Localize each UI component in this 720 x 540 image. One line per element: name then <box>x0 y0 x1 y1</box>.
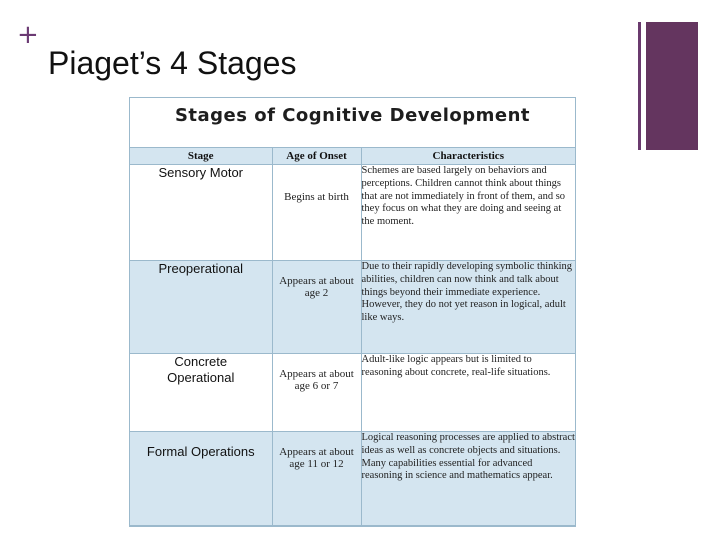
table-row <box>130 165 575 261</box>
stages-figure <box>129 97 576 527</box>
accent-bar-thick <box>646 22 698 150</box>
onset-cell: Appears at about age 2 <box>272 261 361 354</box>
accent-bar-thin <box>638 22 641 150</box>
stages-table <box>130 148 575 526</box>
characteristics-cell: Due to their rapidly developing symbolic thinking abilities, children can now think and talk about things beyond their immediate experience. However, they do not yet reason in logical, adult like ways. <box>361 261 575 354</box>
stage-name: Preoperational <box>158 261 244 276</box>
column-header-characteristics: Characteristics <box>361 148 575 165</box>
onset-cell: Appears at about age 11 or 12 <box>272 432 361 526</box>
characteristics-cell: Adult-like logic appears but is limited to reasoning about concrete, real-life situations. <box>361 354 575 432</box>
column-header-onset: Age of Onset <box>272 148 361 165</box>
plus-glyph: + <box>17 20 39 50</box>
stage-cell <box>130 261 272 354</box>
slide-title: Piaget’s 4 Stages <box>48 45 297 81</box>
table-row <box>130 354 575 432</box>
characteristics-cell: Logical reasoning processes are applied to abstract ideas as well as concrete objects and situations. Many capabilities essential for advanced reasoning in science and mathematics appear. <box>361 432 575 526</box>
onset-cell: Appears at about age 6 or 7 <box>272 354 361 432</box>
stage-cell <box>130 165 272 261</box>
table-row <box>130 261 575 354</box>
stage-cell <box>130 354 272 432</box>
stage-cell <box>130 432 272 526</box>
onset-cell: Begins at birth <box>272 165 361 261</box>
stage-name: Concrete Operational <box>167 354 235 385</box>
column-header-stage: Stage <box>130 148 272 165</box>
table-header-row <box>130 148 575 165</box>
stage-name: Formal Operations <box>146 444 255 459</box>
characteristics-cell: Schemes are based largely on behaviors and perceptions. Children cannot think about things that are not immediately in front of them, and so they focus on what they are doing and seeing at the moment. <box>361 165 575 261</box>
table-row <box>130 432 575 526</box>
figure-title: Stages of Cognitive Development <box>130 98 575 148</box>
stage-name: Sensory Motor <box>158 165 244 180</box>
